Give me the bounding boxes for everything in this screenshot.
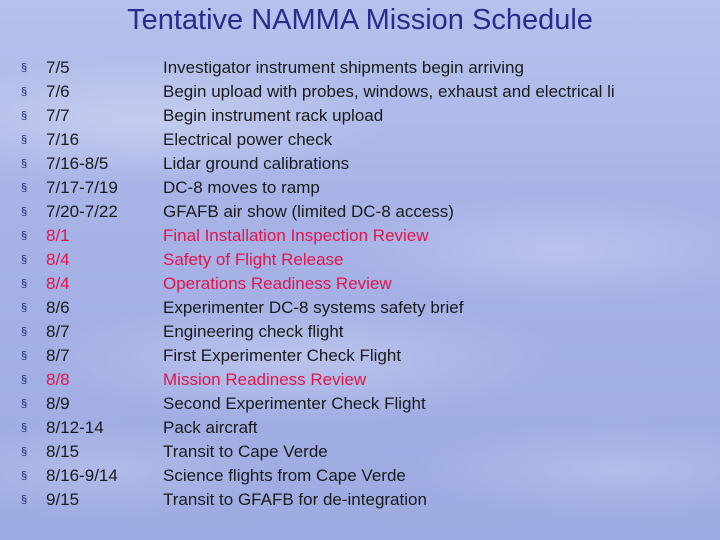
schedule-date: 7/16-8/5 bbox=[46, 154, 109, 173]
schedule-description: First Experimenter Check Flight bbox=[163, 346, 402, 365]
schedule-date: 8/12-14 bbox=[46, 418, 104, 437]
schedule-date: 8/6 bbox=[46, 298, 70, 317]
schedule-item bbox=[18, 272, 718, 296]
schedule-description: Pack aircraft bbox=[163, 418, 258, 437]
bullet-icon: § bbox=[20, 470, 28, 482]
schedule-item bbox=[18, 488, 718, 512]
schedule-list bbox=[18, 56, 718, 512]
bullet-icon: § bbox=[20, 398, 28, 410]
bullet-icon: § bbox=[20, 134, 28, 146]
schedule-description: Operations Readiness Review bbox=[163, 274, 392, 293]
schedule-item bbox=[18, 392, 718, 416]
schedule-item bbox=[18, 296, 718, 320]
schedule-item bbox=[18, 464, 718, 488]
bullet-icon: § bbox=[20, 86, 28, 98]
schedule-item bbox=[18, 416, 718, 440]
schedule-date: 8/1 bbox=[46, 226, 70, 245]
schedule-description: Transit to GFAFB for de-integration bbox=[163, 490, 427, 509]
schedule-date: 7/20-7/22 bbox=[46, 202, 118, 221]
bullet-icon: § bbox=[20, 326, 28, 338]
schedule-description: Mission Readiness Review bbox=[163, 370, 367, 389]
schedule-description: Transit to Cape Verde bbox=[163, 442, 328, 461]
schedule-item bbox=[18, 80, 718, 104]
schedule-description: GFAFB air show (limited DC-8 access) bbox=[163, 202, 454, 221]
schedule-item bbox=[18, 104, 718, 128]
schedule-date: 7/5 bbox=[46, 58, 70, 77]
schedule-description: Lidar ground calibrations bbox=[163, 154, 350, 173]
bullet-icon: § bbox=[20, 182, 28, 194]
schedule-description: Begin instrument rack upload bbox=[163, 106, 384, 125]
schedule-date: 8/15 bbox=[46, 442, 80, 461]
schedule-description: Electrical power check bbox=[163, 130, 333, 149]
schedule-description: Engineering check flight bbox=[163, 322, 344, 341]
schedule-date: 7/6 bbox=[46, 82, 70, 101]
schedule-item bbox=[18, 128, 718, 152]
schedule-item bbox=[18, 56, 718, 80]
bullet-icon: § bbox=[20, 302, 28, 314]
bullet-icon: § bbox=[20, 350, 28, 362]
schedule-date: 7/17-7/19 bbox=[46, 178, 118, 197]
schedule-date: 8/9 bbox=[46, 394, 70, 413]
schedule-item bbox=[18, 248, 718, 272]
schedule-item bbox=[18, 152, 718, 176]
schedule-item bbox=[18, 224, 718, 248]
schedule-description: Final Installation Inspection Review bbox=[163, 226, 429, 245]
bullet-icon: § bbox=[20, 494, 28, 506]
schedule-date: 8/4 bbox=[46, 250, 70, 269]
bullet-icon: § bbox=[20, 422, 28, 434]
schedule-item bbox=[18, 344, 718, 368]
schedule-description: DC-8 moves to ramp bbox=[163, 178, 320, 197]
schedule-date: 8/16-9/14 bbox=[46, 466, 118, 485]
bullet-icon: § bbox=[20, 254, 28, 266]
bullet-icon: § bbox=[20, 158, 28, 170]
schedule-description: Science flights from Cape Verde bbox=[163, 466, 406, 485]
bullet-icon: § bbox=[20, 278, 28, 290]
schedule-description: Begin upload with probes, windows, exhaust and electrical li bbox=[163, 82, 615, 101]
bullet-icon: § bbox=[20, 374, 28, 386]
schedule-item bbox=[18, 320, 718, 344]
schedule-item bbox=[18, 200, 718, 224]
schedule-date: 8/7 bbox=[46, 346, 70, 365]
schedule-item bbox=[18, 368, 718, 392]
bullet-icon: § bbox=[20, 62, 28, 74]
schedule-item bbox=[18, 176, 718, 200]
bullet-icon: § bbox=[20, 206, 28, 218]
schedule-date: 8/8 bbox=[46, 370, 70, 389]
schedule-date: 9/15 bbox=[46, 490, 80, 509]
bullet-icon: § bbox=[20, 446, 28, 458]
schedule-date: 8/7 bbox=[46, 322, 70, 341]
schedule-date: 7/16 bbox=[46, 130, 80, 149]
bullet-icon: § bbox=[20, 230, 28, 242]
schedule-date: 7/7 bbox=[46, 106, 70, 125]
schedule-description: Safety of Flight Release bbox=[163, 250, 344, 269]
schedule-date: 8/4 bbox=[46, 274, 70, 293]
bullet-icon: § bbox=[20, 110, 28, 122]
schedule-item bbox=[18, 440, 718, 464]
schedule-description: Second Experimenter Check Flight bbox=[163, 394, 426, 413]
slide-title: Tentative NAMMA Mission Schedule bbox=[127, 4, 593, 36]
schedule-description: Investigator instrument shipments begin arriving bbox=[163, 58, 524, 77]
schedule-description: Experimenter DC-8 systems safety brief bbox=[163, 298, 464, 317]
